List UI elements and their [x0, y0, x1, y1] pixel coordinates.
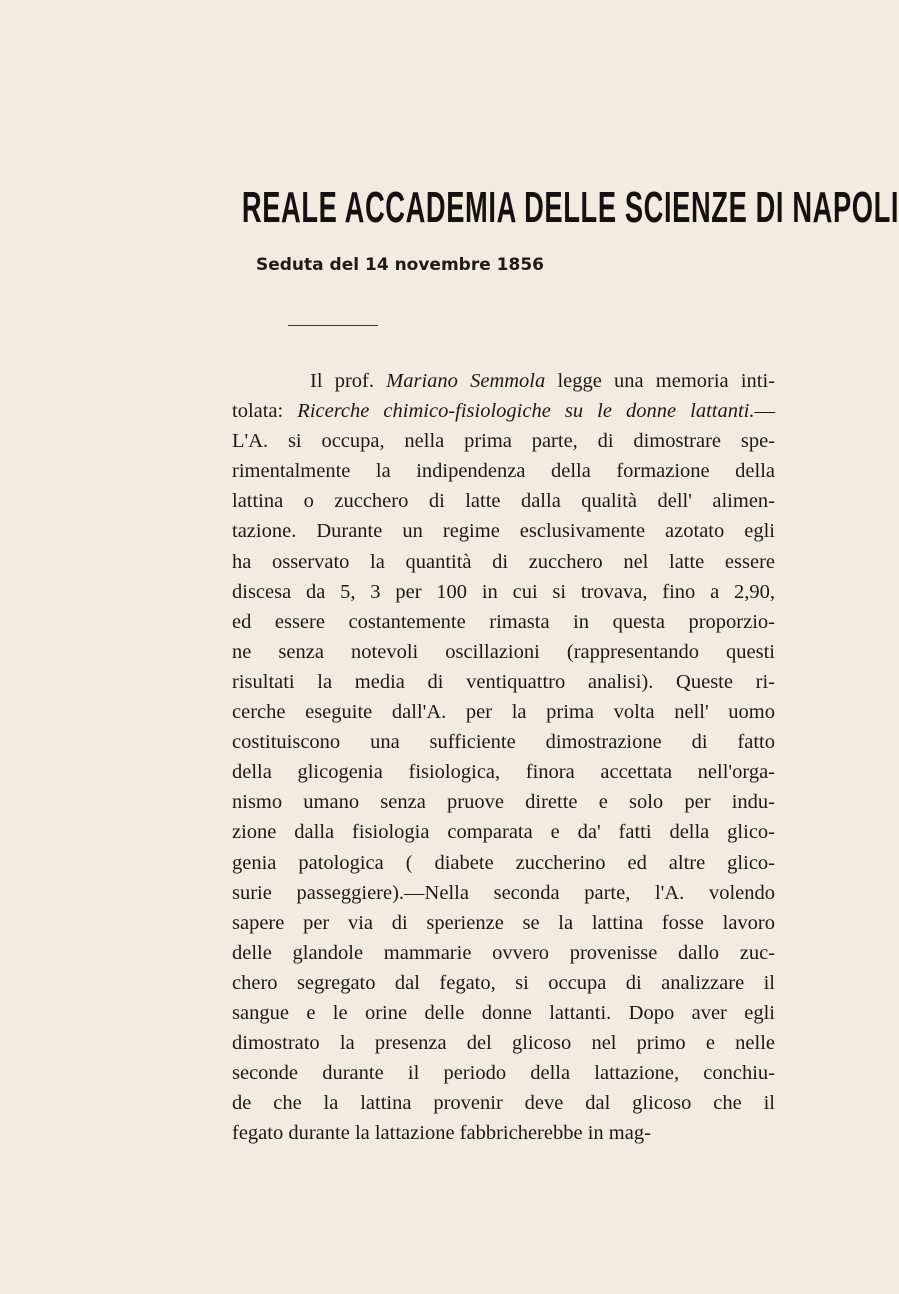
- text-line: [232, 396, 775, 426]
- text-line: nismo umano senza pruove dirette e solo per indu-: [232, 791, 775, 814]
- title-prefix: tolata:: [232, 400, 298, 423]
- author-name: Mariano Semmola: [386, 370, 546, 392]
- text-line: costituiscono una sufficiente dimostrazione di fatto: [232, 731, 775, 754]
- text-line: seconde durante il periodo della lattazione, conchiu-: [232, 1062, 775, 1085]
- text-line: delle glandole mammarie ovvero provenisse dallo zuc-: [232, 941, 775, 964]
- text-line: L'A. si occupa, nella prima parte, di dimostrare spe-: [232, 430, 775, 453]
- session-date: Seduta del 14 novembre 1856: [255, 255, 544, 275]
- memoir-title: Ricerche chimico-fisiologiche su le donne lattanti.: [297, 400, 755, 423]
- intro-text-cont: legge una memoria inti-: [545, 370, 775, 392]
- text-line: zione dalla fisiologia comparata e da' fatti della glico-: [232, 821, 775, 844]
- text-line: ne senza notevoli oscillazioni (rappresentando questi: [232, 640, 775, 663]
- text-line: [232, 366, 775, 396]
- intro-text: Il prof.: [310, 370, 387, 392]
- divider-rule: [288, 325, 378, 326]
- text-line: de che la lattina provenir deve dal glicoso che il: [232, 1092, 775, 1115]
- text-line: genia patologica ( diabete zuccherino ed altre glico-: [232, 851, 775, 874]
- body-text: [232, 366, 775, 1148]
- text-line: discesa da 5, 3 per 100 in cui si trovava, fino a 2,90,: [232, 580, 775, 603]
- text-line: ed essere costantemente rimasta in questa proporzio-: [232, 610, 775, 633]
- academy-heading: REALE ACCADEMIA DELLE SCIENZE DI NAPOLI: [241, 183, 899, 232]
- text-line: surie passeggiere).—Nella seconda parte, l'A. volendo: [232, 881, 775, 904]
- text-line: lattina o zucchero di latte dalla qualità dell' alimen-: [232, 490, 775, 513]
- text-line: della glicogenia fisiologica, finora accettata nell'orga-: [232, 761, 775, 784]
- text-line: ha osservato la quantità di zucchero nel latte essere: [232, 550, 775, 573]
- text-line: fegato durante la lattazione fabbricherebbe in mag-: [232, 1122, 651, 1145]
- text-line: tazione. Durante un regime esclusivamente azotato egli: [232, 520, 775, 543]
- text-line: sangue e le orine delle donne lattanti. Dopo aver egli: [232, 1001, 775, 1024]
- text-line: sapere per via di sperienze se la lattina fosse lavoro: [232, 911, 775, 934]
- text-line: cerche eseguite dall'A. per la prima volta nell' uomo: [232, 701, 775, 724]
- text-line: rimentalmente la indipendenza della formazione della: [232, 460, 775, 483]
- text-line: dimostrato la presenza del glicoso nel primo e nelle: [232, 1032, 775, 1055]
- title-dash: —: [754, 400, 775, 423]
- text-line: risultati la media di ventiquattro analisi). Queste ri-: [232, 670, 775, 693]
- text-line: chero segregato dal fegato, si occupa di analizzare il: [232, 971, 775, 994]
